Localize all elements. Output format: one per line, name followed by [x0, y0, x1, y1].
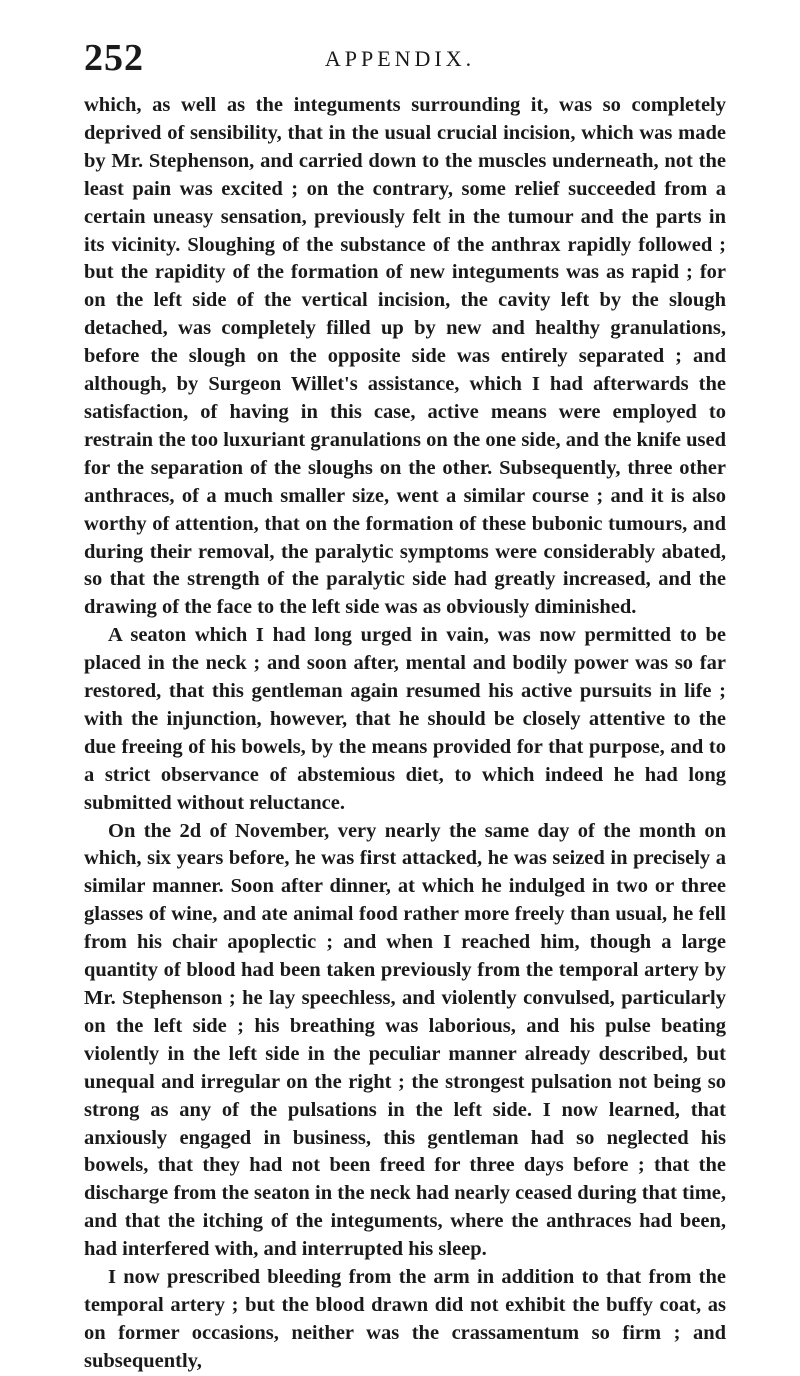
paragraph: A seaton which I had long urged in vain, was now permitted to be placed in the neck ; and soon after, mental and bodily power was so far restored, that this gentleman again resumed his active pursuits in life ; with the injunction, however, that he should be closely attentive to the due freeing of his bowels, by the means provided for that purpose, and to a strict observance of abstemious diet, to which indeed he had long submitted without reluctance.: [84, 624, 726, 814]
paragraph: which, as well as the integuments surrounding it, was so completely deprived of sensibility, that in the usual crucial incision, which was made by Mr. Stephenson, and carried down to the muscles underneath, not the least pain was excited ; on the contrary, some relief succeeded from a certain uneasy sensation, previously felt in the tumour and the parts in its vicinity. Sloughing of the substance of the anthrax rapidly followed ; but the rapidity of the formation of new integuments was as rapid ; for on the left side of the vertical incision, the cavity left by the slough detached, was completely filled up by new and healthy granulations, before the slough on the opposite side was entirely separated ; and although, by Surgeon Willet's assistance, which I had afterwards the satisfaction, of having in this case, active means were employed to restrain the too luxuriant granulations on the one side, and the knife used for the separation of the sloughs on the other. Subsequently, three other anthraces, of a much smaller size, went a similar course ; and it is also worthy of attention, that on the formation of these bubonic tumours, and during their removal, the paralytic symptoms were considerably abated, so that the strength of the paralytic side had greatly increased, and the drawing of the face to the left side was as obviously diminished.: [84, 94, 726, 619]
body-text: [84, 92, 726, 1376]
running-title: APPENDIX.: [324, 46, 476, 71]
paragraph: On the 2d of November, very nearly the same day of the month on which, six years before, he was first attacked, he was seized in precisely a similar manner. Soon after dinner, at which he indulged in two or three glasses of wine, and ate animal food rather more freely than usual, he fell from his chair apoplectic ; and when I reached him, though a large quantity of blood had been taken previously from the temporal artery by Mr. Stephenson ; he lay speechless, and violently convulsed, particularly on the left side ; his breathing was laborious, and his pulse beating violently in the left side in the peculiar manner already described, but unequal and irregular on the right ; the strongest pulsation not being so strong as any of the pulsations in the left side. I now learned, that anxiously engaged in business, this gentleman had so neglected his bowels, that they had not been freed for three days before ; that the discharge from the seaton in the neck had nearly ceased during that time, and that the itching of the integuments, where the anthraces had been, had interfered with, and interrupted his sleep.: [84, 819, 726, 1261]
paragraph: I now prescribed bleeding from the arm in addition to that from the temporal artery ; but the blood drawn did not exhibit the buffy coat, as on former occasions, neither was the crassamentum so firm ; and subsequently,: [84, 1266, 726, 1372]
page-number: 252: [84, 37, 144, 79]
